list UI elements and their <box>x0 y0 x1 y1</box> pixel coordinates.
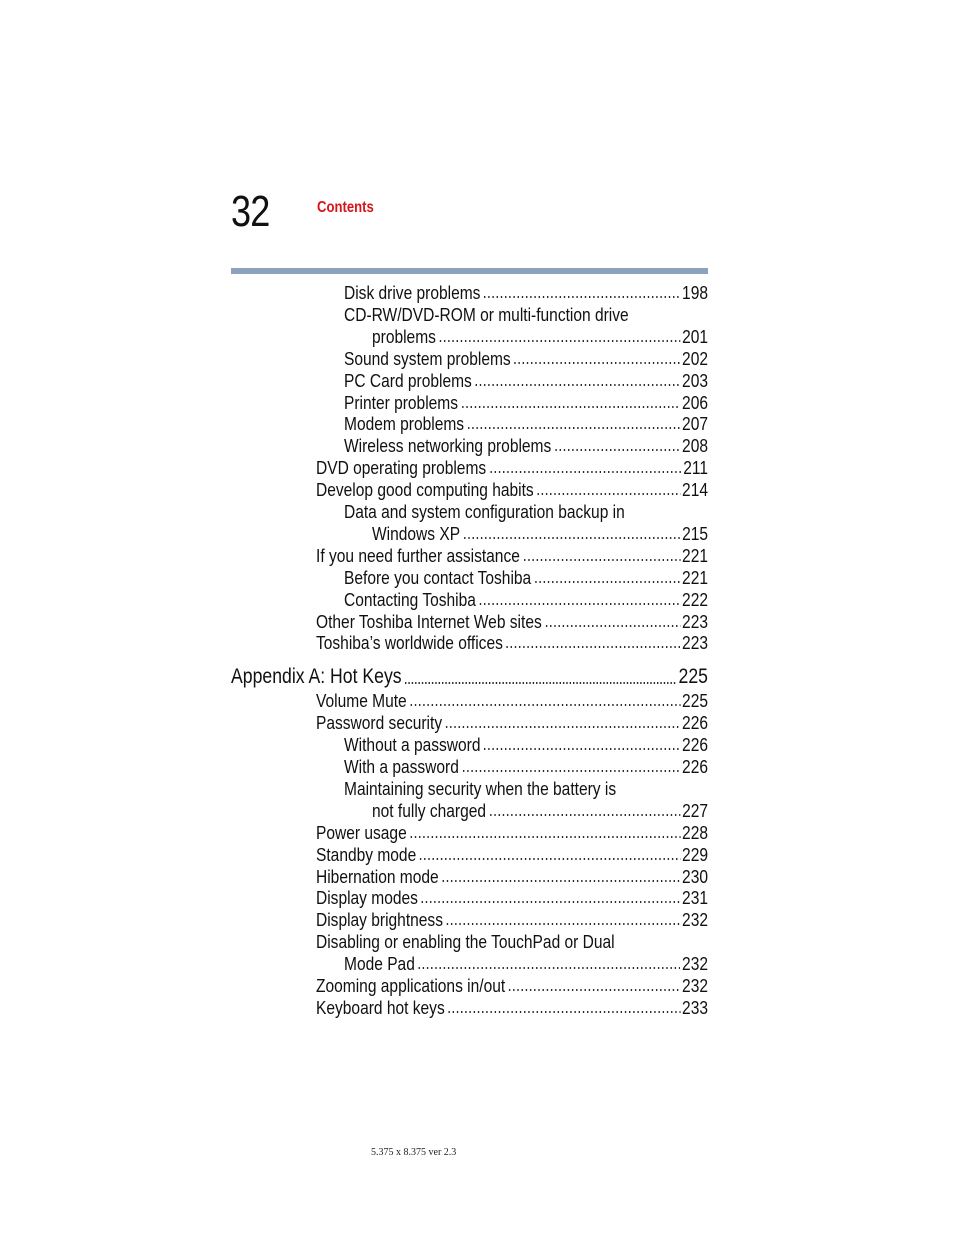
toc-entry-label: Without a password <box>344 734 481 756</box>
toc-entry[interactable] <box>316 712 708 734</box>
toc-chapter-heading[interactable] <box>231 664 708 690</box>
dot-leader <box>554 448 681 452</box>
toc-entry-label: Disabling or enabling the TouchPad or Dual <box>316 931 615 953</box>
dot-leader <box>536 492 680 496</box>
dot-leader <box>445 725 681 729</box>
toc-page-number: 198 <box>682 282 708 303</box>
dot-leader <box>489 470 682 474</box>
toc-entry[interactable] <box>372 326 708 348</box>
toc-entry[interactable] <box>316 611 708 633</box>
toc-page-number: 214 <box>682 479 708 501</box>
toc-page-number: 226 <box>682 756 708 777</box>
dot-leader <box>419 857 681 861</box>
toc-entry[interactable] <box>316 690 708 712</box>
dot-leader <box>513 361 680 365</box>
toc-entry-label: Zooming applications in/out <box>316 975 506 996</box>
toc-entry[interactable] <box>316 632 708 654</box>
toc-page-number: 208 <box>682 435 708 457</box>
dot-leader <box>522 558 680 562</box>
toc-entry-label: Contacting Toshiba <box>344 588 476 610</box>
dot-leader <box>461 769 680 773</box>
toc-entry[interactable] <box>316 479 708 501</box>
dot-leader <box>441 879 680 883</box>
toc-page-number: 231 <box>682 887 708 909</box>
toc-page-number: 230 <box>682 865 708 887</box>
page-number: 32 <box>231 187 270 236</box>
print-spec-footer: 5.375 x 8.375 ver 2.3 <box>371 1147 457 1158</box>
toc-entry-label: Mode Pad <box>344 953 415 975</box>
dot-leader <box>483 747 680 751</box>
toc-entry[interactable] <box>372 523 708 545</box>
toc-entry-label: Display brightness <box>316 909 443 931</box>
toc-entry-label: Data and system configuration backup in <box>344 501 625 522</box>
toc-entry-label: Display modes <box>316 887 418 909</box>
toc-entry[interactable] <box>316 545 708 567</box>
toc-page-number: 202 <box>682 347 708 369</box>
dot-leader <box>409 703 680 707</box>
dot-leader <box>534 580 681 584</box>
toc-entry[interactable] <box>316 457 708 479</box>
toc-page-number: 225 <box>682 690 708 712</box>
toc-page-number: 207 <box>682 413 708 435</box>
toc-entry[interactable] <box>344 413 708 435</box>
toc-entry-label: Standby mode <box>316 843 417 865</box>
toc-entry-label: Toshiba’s worldwide offices <box>316 632 503 654</box>
toc-entry-label: Before you contact Toshiba <box>344 566 532 588</box>
toc-entry-label: Printer problems <box>344 391 459 413</box>
dot-leader <box>544 624 680 628</box>
toc-page-number: 223 <box>682 632 708 654</box>
toc-page-number: 211 <box>683 457 708 479</box>
toc-entry-label: Windows XP <box>372 522 461 544</box>
toc-entry[interactable] <box>344 734 708 756</box>
toc-page-number: 225 <box>678 665 708 689</box>
toc-page-number: 232 <box>682 953 708 975</box>
toc-entry-label: Appendix A: Hot Keys <box>231 665 402 689</box>
toc-entry-label: Keyboard hot keys <box>316 996 445 1018</box>
toc-entry[interactable] <box>372 800 708 822</box>
dot-leader <box>438 339 680 343</box>
toc-entry-label: not fully charged <box>372 799 487 821</box>
dot-leader <box>445 922 680 926</box>
toc-entry[interactable] <box>344 501 708 523</box>
toc-entry-label: PC Card problems <box>344 369 472 391</box>
toc-entry[interactable] <box>344 567 708 589</box>
toc-entry-label: problems <box>372 325 436 347</box>
section-title: Contents <box>317 199 374 216</box>
dot-leader <box>489 813 681 817</box>
toc-entry-label: Disk drive problems <box>344 282 481 303</box>
toc-entry[interactable] <box>316 931 708 953</box>
toc-entry[interactable] <box>316 997 708 1019</box>
header-rule <box>231 268 708 274</box>
toc-entry-label: Develop good computing habits <box>316 479 534 501</box>
toc-entry[interactable] <box>316 866 708 888</box>
toc-entry-label: With a password <box>344 756 459 777</box>
toc-entry-label: Volume Mute <box>316 690 407 712</box>
toc-entry-label: Sound system problems <box>344 347 511 369</box>
toc-entry-label: Other Toshiba Internet Web sites <box>316 610 542 632</box>
toc-page-number: 226 <box>682 712 708 734</box>
dot-leader <box>417 966 680 970</box>
toc-page-number: 215 <box>682 522 708 544</box>
dot-leader <box>478 602 680 606</box>
toc-entry[interactable] <box>316 822 708 844</box>
toc-page-number: 228 <box>682 821 708 843</box>
toc-entry[interactable] <box>344 778 708 800</box>
toc-page-number: 203 <box>682 369 708 391</box>
dot-leader <box>508 988 681 992</box>
toc-entry-label: Maintaining security when the battery is <box>344 777 617 799</box>
toc-page-number: 227 <box>682 799 708 821</box>
dot-leader <box>483 295 680 299</box>
toc-page-number: 223 <box>682 610 708 632</box>
toc-page-number: 232 <box>682 909 708 931</box>
toc-page-number: 221 <box>682 566 708 588</box>
dot-leader <box>404 681 677 685</box>
toc-page-number: 201 <box>682 325 708 347</box>
toc-entry[interactable] <box>316 975 708 997</box>
toc-entry[interactable] <box>344 756 708 778</box>
toc-entry-label: Power usage <box>316 821 407 843</box>
toc-entry[interactable] <box>344 370 708 392</box>
toc-entry[interactable] <box>316 844 708 866</box>
dot-leader <box>467 426 681 430</box>
dot-leader <box>409 835 680 839</box>
toc-entry-label: Hibernation mode <box>316 865 439 887</box>
dot-leader <box>447 1010 680 1014</box>
toc-page-number: 222 <box>682 588 708 610</box>
toc-entry[interactable] <box>344 435 708 457</box>
toc-entry[interactable] <box>316 909 708 931</box>
toc-page-number: 229 <box>682 843 708 865</box>
dot-leader <box>505 645 680 649</box>
toc-page-number: 221 <box>682 544 708 566</box>
dot-leader <box>420 900 680 904</box>
toc-page-number: 206 <box>682 391 708 413</box>
toc-entry-label: If you need further assistance <box>316 544 520 566</box>
toc-entry[interactable] <box>316 887 708 909</box>
toc-entry[interactable] <box>344 392 708 414</box>
toc-entry-label: Modem problems <box>344 413 465 435</box>
toc-entry[interactable] <box>344 589 708 611</box>
dot-leader <box>463 536 681 540</box>
toc-entry-label: CD-RW/DVD-ROM or multi-function drive <box>344 303 629 325</box>
toc-entry[interactable] <box>344 953 708 975</box>
toc-entry[interactable] <box>344 348 708 370</box>
toc-page-number: 233 <box>682 996 708 1018</box>
dot-leader <box>461 405 681 409</box>
toc-page-number: 226 <box>682 734 708 756</box>
toc-entry[interactable] <box>344 304 708 326</box>
toc-page-number: 232 <box>682 975 708 996</box>
toc-entry[interactable] <box>344 282 708 304</box>
dot-leader <box>474 383 680 387</box>
toc-entry-label: Password security <box>316 712 443 734</box>
toc-entry-label: DVD operating problems <box>316 457 487 479</box>
toc-entry-label: Wireless networking problems <box>344 435 552 457</box>
